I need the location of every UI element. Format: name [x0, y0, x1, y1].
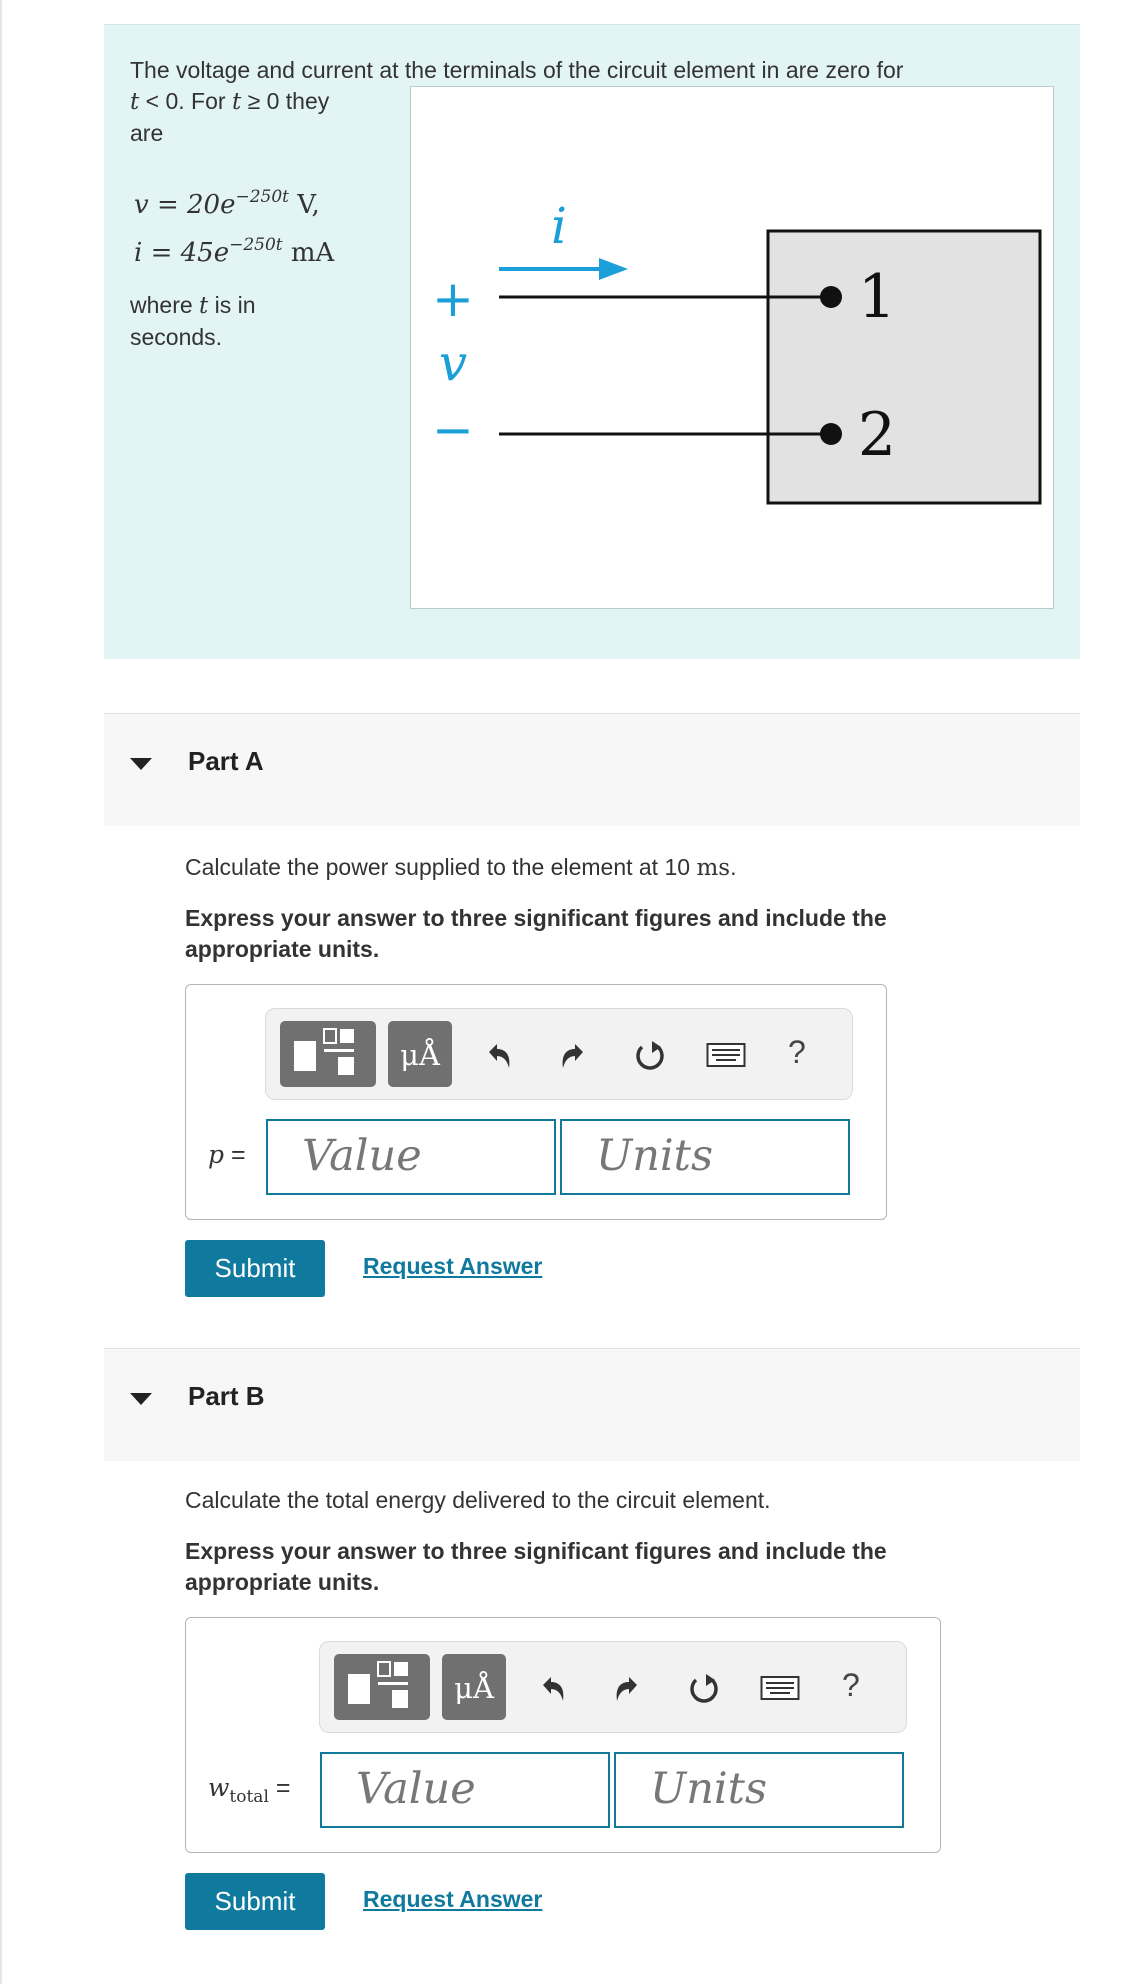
part-a-toolbar [265, 1008, 853, 1100]
problem-line-3: are [130, 120, 164, 146]
part-b-request-answer-link[interactable]: Request Answer [363, 1886, 543, 1912]
part-a-instruction: Express your answer to three significant figures and include the appropriate units. [185, 905, 887, 962]
terminal-dot-1 [820, 286, 842, 308]
current-label: i [551, 197, 567, 255]
part-a-title: Part A [188, 746, 264, 776]
voltage-label: v [438, 334, 468, 392]
redo-icon[interactable] [606, 1668, 650, 1708]
caret-down-icon[interactable] [130, 758, 152, 770]
equations [134, 177, 334, 273]
part-a-value-input[interactable]: Value [266, 1119, 556, 1195]
part-b-variable-label: $w_{total}$ = [208, 1773, 291, 1807]
part-b-instruction: Express your answer to three significant figures and include the appropriate units. [185, 1538, 887, 1595]
current-equation: $i = 45e^{-250t}$ mA [134, 235, 335, 268]
circuit-figure [410, 86, 1054, 609]
voltage-equation: $v = 20e^{-250t}$ V, [134, 187, 320, 220]
redo-icon[interactable] [552, 1035, 596, 1075]
part-a-header[interactable] [104, 713, 1080, 826]
problem-line-2: t < 0. For t ≥ 0 they [130, 88, 330, 115]
templates-icon [280, 1021, 376, 1087]
help-button[interactable]: ? [842, 1667, 860, 1703]
part-a-units-input[interactable]: Units [560, 1119, 850, 1195]
undo-icon[interactable] [530, 1668, 574, 1708]
plus-sign: + [432, 270, 474, 328]
terminal-label-2: 2 [857, 400, 897, 470]
current-arrow-head [599, 258, 628, 280]
left-border [0, 0, 2, 1984]
keyboard-icon[interactable] [758, 1668, 802, 1708]
part-a-request-answer-link[interactable]: Request Answer [363, 1253, 543, 1279]
caret-down-icon[interactable] [130, 1393, 152, 1405]
keyboard-icon[interactable] [704, 1035, 748, 1075]
undo-icon[interactable] [476, 1035, 520, 1075]
templates-button[interactable] [334, 1654, 430, 1720]
templates-icon [334, 1654, 430, 1720]
minus-sign: − [432, 401, 474, 459]
problem-line-1: The voltage and current at the terminals of the circuit element in are zero for [130, 57, 904, 83]
circuit-element-box [768, 231, 1040, 503]
templates-button[interactable] [280, 1021, 376, 1087]
part-b-header[interactable] [104, 1348, 1080, 1461]
part-a-question: Calculate the power supplied to the element at 10 ms. [185, 854, 737, 881]
help-button[interactable]: ? [788, 1034, 806, 1070]
part-b-answer-box [185, 1617, 941, 1853]
units-button[interactable]: μÅ [388, 1021, 452, 1087]
part-a-submit-button[interactable]: Submit [185, 1240, 325, 1297]
part-b-submit-button[interactable]: Submit [185, 1873, 325, 1930]
where-text: where t is in seconds. [130, 292, 256, 350]
part-a-variable-label: p = [208, 1140, 246, 1169]
terminal-dot-2 [820, 423, 842, 445]
part-a-answer-box [185, 984, 887, 1220]
part-b-question: Calculate the total energy delivered to the circuit element. [185, 1487, 771, 1513]
circuit-diagram [411, 87, 1053, 608]
part-b-title: Part B [188, 1381, 265, 1411]
part-b-value-input[interactable]: Value [320, 1752, 610, 1828]
units-button[interactable]: μÅ [442, 1654, 506, 1720]
reset-icon[interactable] [628, 1035, 672, 1075]
reset-icon[interactable] [682, 1668, 726, 1708]
part-b-toolbar [319, 1641, 907, 1733]
part-b-units-input[interactable]: Units [614, 1752, 904, 1828]
problem-statement [104, 24, 1080, 659]
terminal-label-1: 1 [857, 262, 897, 332]
